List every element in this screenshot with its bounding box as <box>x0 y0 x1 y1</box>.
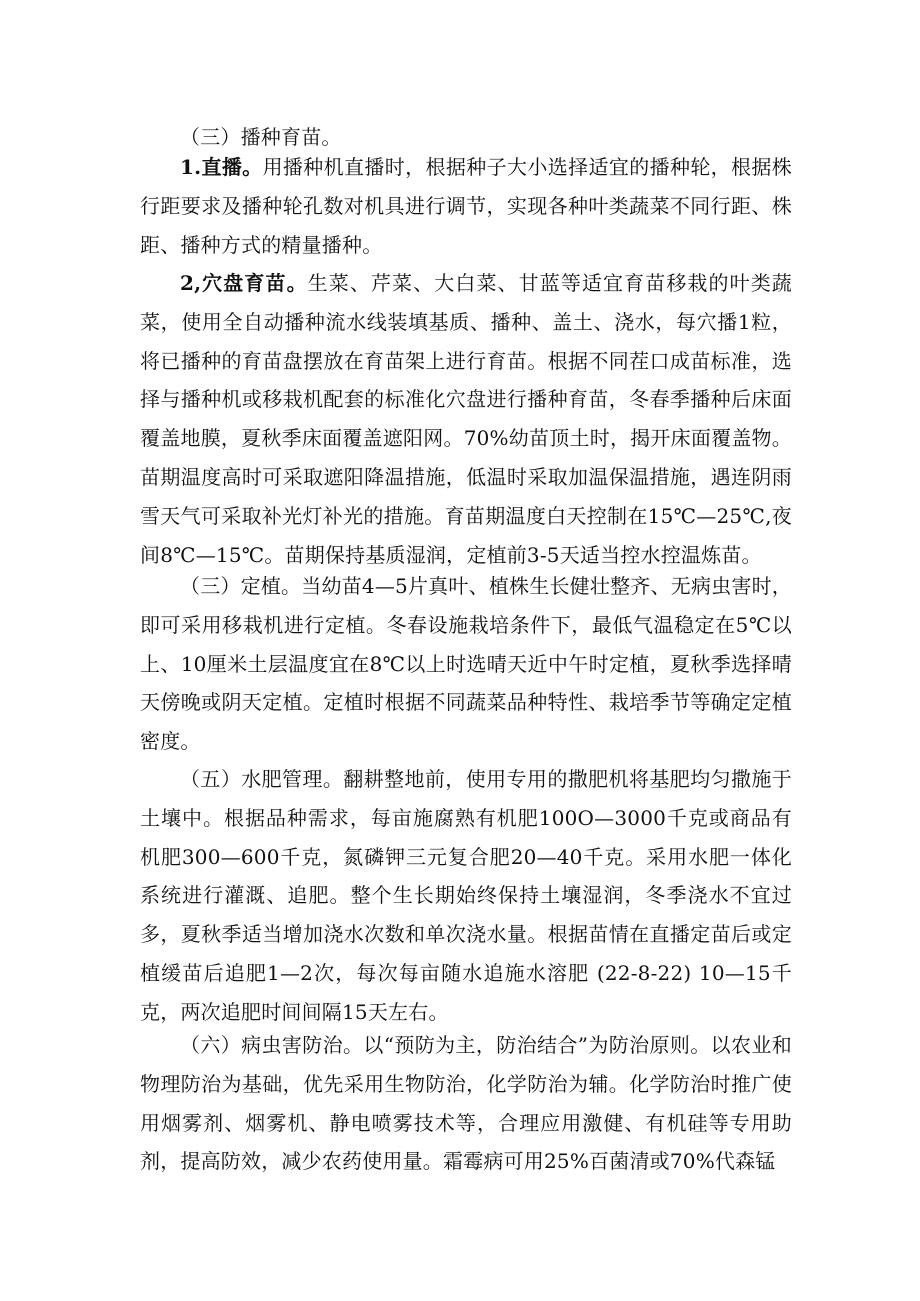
paragraph-lead-direct-seeding: 1.直播。 <box>180 155 263 179</box>
paragraph-body-plug-seedling: 生菜、芹菜、大白菜、甘蓝等适宜育苗移栽的叶类蔬菜，使用全自动播种流水线装填基质、播种、盖土、浇水，每穴播1粒，将已播种的育苗盘摆放在育苗架上进行育苗。根据不同茬口成苗标准，选择与播种机或移栽机配套的标准化穴盘进行播种育苗，冬春季播种后床面覆盖地膜，夏秋季床面覆盖遮阳网。70%幼苗顶土时，揭开床面覆盖物。苗期温度高时可采取遮阳降温措施，低温时采取加温保温措施，遇连阴雨雪天气可采取补光灯补光的措施。育苗期温度白天控制在15℃—25℃,夜间8℃—15℃。苗期保持基质湿润，定植前3-5天适当控水控温炼苗。 <box>140 271 793 567</box>
paragraph-body-direct-seeding: 用播种机直播时，根据种子大小选择适宜的播种轮，根据株行距要求及播种轮孔数对机具进行调节，实现各种叶类蔬菜不同行距、株距、播种方式的精量播种。 <box>140 155 792 257</box>
paragraph-plug-seedling <box>140 264 792 574</box>
section-heading-sowing: （三）播种育苗。 <box>180 125 342 149</box>
paragraph-pest-control: （六）病虫害防治。以“预防为主，防治结合”为防治原则。以农业和物理防治为基础，优先采用生物防治，化学防治为辅。化学防治时推广使用烟雾剂、烟雾机、静电喷雾技术等，合理应用激健、有机硅等专用助剂，提高防效，减少农药使用量。霜霉病可用25%百菌清或70%代森锰 <box>140 1033 792 1174</box>
paragraph-direct-seeding <box>140 148 792 264</box>
paragraph-transplanting: （三）定植。当幼苗4—5片真叶、植株生长健壮整齐、无病虫害时，即可采用移栽机进行定植。冬春设施栽培条件下，最低气温稳定在5℃以上、10厘米土层温度宜在8℃以上时选晴天近中午时定植，夏秋季选择晴天傍晚或阴天定植。定植时根据不同蔬菜品种特性、栽培季节等确定定植密度。 <box>140 574 792 754</box>
paragraph-water-fertilizer: （五）水肥管理。翻耕整地前，使用专用的撒肥机将基肥均匀撒施于土壤中。根据品种需求，每亩施腐熟有机肥100O—3000千克或商品有机肥300—600千克，氮磷钾三元复合肥20—40千克。采用水肥一体化系统进行灌溉、追肥。整个生长期始终保持土壤湿润，冬季浇水不宜过多，夏秋季适当增加浇水次数和单次浇水量。根据苗情在直播定苗后或定植缓苗后追肥1—2次，每次每亩随水追施水溶肥 (22-8-22) 10—15千克，两次追肥时间间隔15天左右。 <box>140 767 792 1024</box>
paragraph-lead-plug-seedling: 2,穴盘育苗。 <box>180 271 308 295</box>
